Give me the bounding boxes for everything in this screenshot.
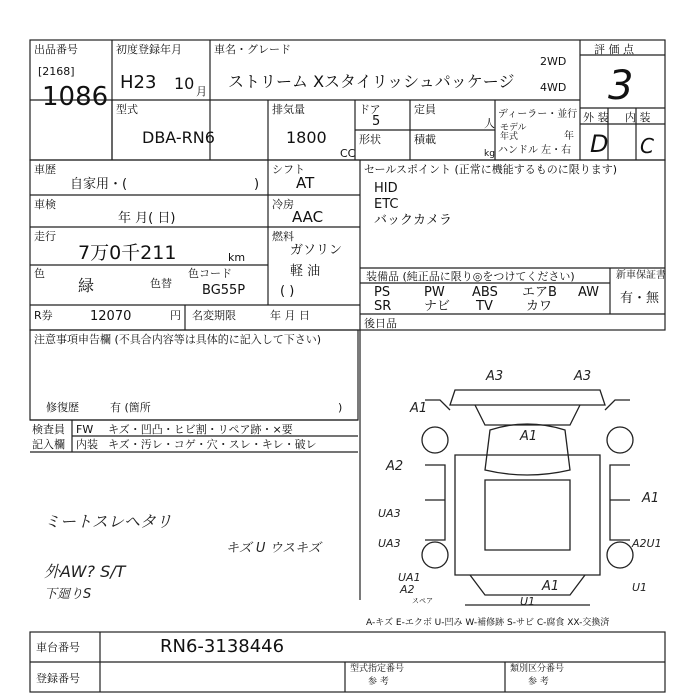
- damage-mark: A1: [542, 579, 560, 594]
- sales-point-item: HID: [374, 181, 398, 196]
- lot-number: 1086: [42, 82, 109, 112]
- color-label: 色: [34, 267, 45, 280]
- name-change-label: 名変期限: [192, 309, 236, 322]
- model-value: DBA-RN6: [142, 128, 215, 147]
- damage-mark: A1: [410, 401, 428, 416]
- equip-navi: ナビ: [424, 299, 451, 314]
- recycle-value: 12070: [90, 309, 132, 324]
- sales-point-item: バックカメラ: [374, 213, 453, 228]
- model-label: 型式: [116, 103, 138, 116]
- load-unit: kg: [484, 149, 495, 159]
- equipment-label: 装備品 (純正品に限り◎をつけてください): [366, 270, 575, 283]
- repair-label: 修復歴: [46, 401, 79, 414]
- drive-4wd: 4WD: [540, 81, 567, 94]
- chassis-label: 車台番号: [36, 641, 80, 654]
- int-label: 内 装: [625, 111, 651, 124]
- model-year-unit: 年: [564, 131, 574, 142]
- disp-unit: CC: [340, 147, 356, 160]
- car-diagram: [395, 370, 665, 625]
- reg-month-unit: 月: [196, 85, 207, 98]
- grade-value: 3: [608, 63, 634, 109]
- repair-close: ): [338, 401, 343, 414]
- disp-label: 排気量: [272, 103, 305, 116]
- shift-value: AT: [296, 174, 315, 192]
- damage-mark: U1: [632, 581, 648, 594]
- capacity-unit: 人: [484, 117, 495, 130]
- inspection-label: 車検: [34, 198, 56, 211]
- handwritten-note: キズ U ウスキズ: [226, 541, 321, 556]
- equip-tv: TV: [476, 299, 493, 314]
- handwritten-note: ミートスレヘタリ: [44, 512, 172, 531]
- reference-label: 参 考: [528, 677, 549, 687]
- damage-mark: UA3: [378, 507, 401, 520]
- reg-label: 初度登録年月: [116, 43, 182, 56]
- fuel-gas: ガソリン: [290, 243, 343, 258]
- ac-value: AAC: [292, 208, 324, 226]
- disp-value: 1800: [286, 128, 327, 147]
- reg-month: 10: [174, 74, 195, 93]
- dealer-label: ディーラー・並行: [498, 109, 578, 120]
- mileage-label: 走行: [34, 230, 56, 243]
- interior-label: 内装: [76, 438, 98, 451]
- equip-pw: PW: [424, 285, 445, 300]
- inspector-label: 検査員: [32, 423, 65, 436]
- inspection-value: 年 月( 日): [118, 211, 176, 226]
- color-code-label: 色コード: [188, 267, 232, 280]
- type-designation-label: 型式指定番号: [350, 664, 405, 674]
- handwritten-note: 外AW? S/T: [44, 562, 126, 581]
- capacity-label: 定員: [414, 103, 436, 116]
- damage-mark: A2U1: [632, 537, 662, 550]
- color-code-value: BG55P: [202, 283, 246, 298]
- color-value: 緑: [78, 276, 95, 295]
- car-name: ストリーム Xスタイリッシュパッケージ: [228, 72, 515, 91]
- registration-label: 登録番号: [36, 672, 80, 685]
- damage-mark: A1: [642, 491, 660, 506]
- load-label: 積載: [414, 133, 436, 146]
- warranty-label: 新車保証書: [616, 270, 666, 281]
- recycle-label: R券: [34, 309, 53, 322]
- history-value: 自家用・(: [70, 177, 128, 192]
- name-label: 車名・グレード: [214, 43, 291, 56]
- damage-mark: A2: [386, 459, 404, 474]
- equip-ps: PS: [374, 285, 391, 300]
- fuel-light: 軽 油: [290, 264, 321, 279]
- damage-mark: A3: [486, 369, 504, 384]
- drive-2wd: 2WD: [540, 55, 567, 68]
- damage-mark: A2: [400, 583, 415, 596]
- equip-sr: SR: [374, 299, 392, 314]
- mileage-unit: km: [228, 251, 246, 264]
- ext-value: D: [590, 130, 609, 158]
- fuel-paren: ( ): [280, 284, 295, 299]
- inspector-label-2: 記入欄: [32, 438, 65, 451]
- recycle-unit: 円: [170, 309, 181, 322]
- chassis-number: RN6-3138446: [160, 636, 285, 657]
- shift-label: シフト: [272, 163, 305, 176]
- interior-items: キズ・汚レ・コゲ・穴・スレ・キレ・破レ: [108, 438, 317, 451]
- equip-airbag: エアB: [522, 285, 557, 300]
- history-label: 車歴: [34, 163, 56, 176]
- damage-legend: A-キズ E-エクボ U-凹み W-補修跡 S-サビ C-腐食 XX-交換済: [366, 618, 610, 628]
- history-close: ): [254, 177, 260, 192]
- lot-label: 出品番号: [34, 43, 78, 56]
- door-label: ドア: [359, 103, 381, 116]
- damage-mark: U1: [520, 595, 536, 608]
- damage-mark: A1: [520, 429, 538, 444]
- ac-label: 冷房: [272, 198, 294, 211]
- fw-items: キズ・凹凸・ヒビ割・リペア跡・×要: [108, 423, 293, 436]
- equip-abs: ABS: [472, 285, 498, 300]
- damage-mark: UA1: [398, 571, 421, 584]
- sales-point-item: ETC: [374, 197, 399, 212]
- lot-sub: [2168]: [38, 65, 75, 78]
- handwritten-note: 下廻りS: [44, 587, 92, 602]
- sales-points-label: セールスポイント (正常に機能するものに限ります): [364, 163, 618, 176]
- repair-value: 有 (箇所: [110, 401, 151, 414]
- mileage-value: 7万0千211: [78, 242, 177, 264]
- int-value: C: [640, 134, 654, 158]
- fw-label: FW: [76, 423, 94, 436]
- shape-label: 形状: [359, 133, 381, 146]
- color-change-label: 色替: [150, 277, 172, 290]
- spare-label: スペア: [412, 597, 433, 605]
- warranty-value: 有・無: [620, 291, 660, 306]
- fuel-label: 燃料: [272, 230, 294, 243]
- name-change-value: 年 月 日: [270, 309, 310, 322]
- category-label: 類別区分番号: [510, 664, 565, 674]
- model-year-label: モデル 年式: [500, 123, 527, 142]
- notes-title: 注意事項申告欄 (不具合内容等は具体的に記入して下さい): [34, 333, 322, 346]
- era-year: H23: [120, 72, 157, 93]
- damage-mark: UA3: [378, 537, 401, 550]
- ext-label: 外 装: [583, 111, 609, 124]
- grade-label: 評 価 点: [594, 43, 634, 56]
- later-items-label: 後日品: [364, 317, 397, 330]
- handle-label: ハンドル 左・右: [498, 145, 572, 156]
- equip-aw: AW: [578, 285, 600, 300]
- reference-label: 参 考: [368, 677, 389, 687]
- damage-mark: A3: [574, 369, 592, 384]
- door-value: 5: [372, 114, 381, 129]
- equip-leather: カワ: [526, 299, 553, 314]
